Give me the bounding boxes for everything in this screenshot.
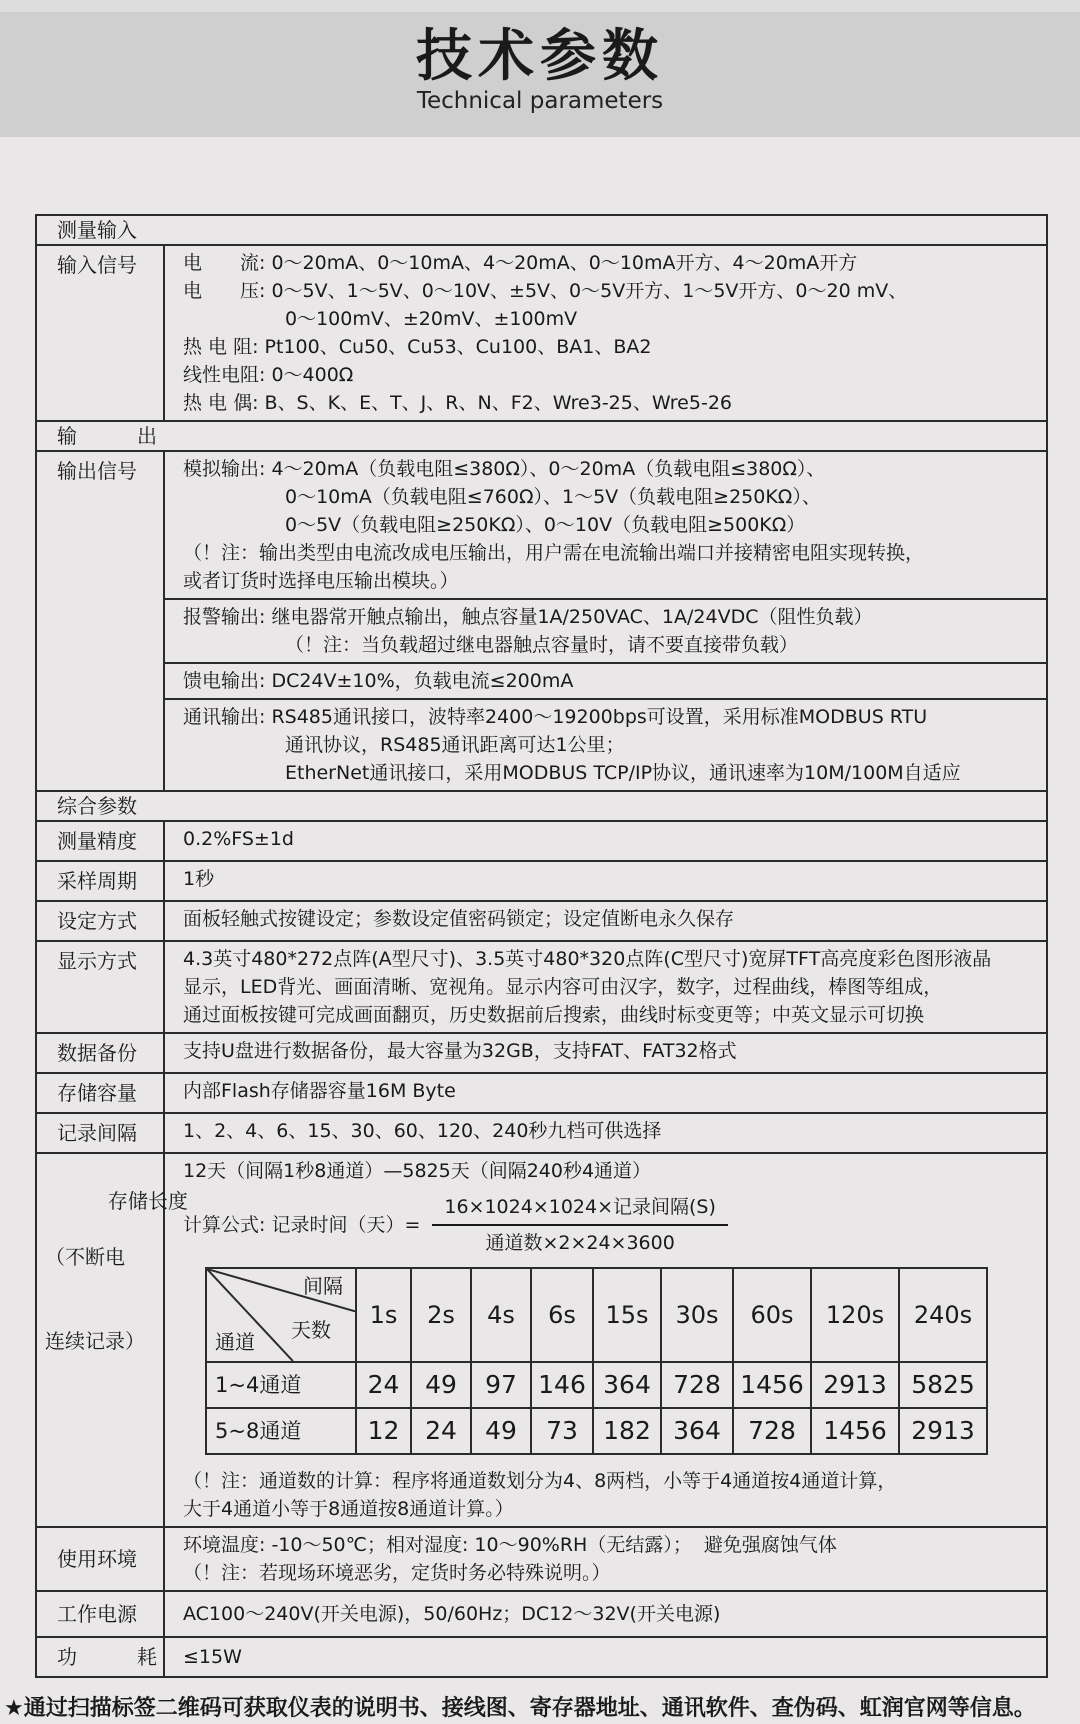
capacity-value-line: 内部Flash存储器容量16M Byte [183, 1080, 456, 1102]
output-signal-label: 输出信号 [37, 452, 165, 790]
interval-header: 2s [411, 1268, 471, 1362]
comm-output-line1: 通讯输出: RS485通讯接口，波特率2400～19200bps可设置，采用标准MODBUS RTU [183, 706, 928, 728]
alarm-output-line1: 报警输出: 继电器常开触点输出，触点容量1A/250VAC、1A/24VDC（阻性负载） [183, 606, 873, 628]
row-setting [37, 900, 1046, 940]
analog-output-line1: 模拟输出: 4～20mA（负载电阻≤380Ω）、0～20mA（负载电阻≤380Ω）、 [183, 458, 826, 480]
section-output: 输 出 [37, 420, 1046, 450]
days-value: 2913 [899, 1408, 987, 1454]
row-accuracy [37, 820, 1046, 860]
analog-output-note2: 或者订货时选择电压输出模块。） [183, 570, 459, 592]
storage-table-row-5-8 [206, 1408, 987, 1454]
top-strip [0, 0, 1080, 12]
feed-output-line: 馈电输出: DC24V±10%，负载电流≤200mA [183, 670, 574, 692]
comm-output-line3: EtherNet通讯接口，采用MODBUS TCP/IP协议，通讯速率为10M/100M自适应 [285, 762, 961, 784]
storage-note-line1: （！注：通道数的计算：程序将通道数划分为4、8两档，小等于4通道按4通道计算， [183, 1470, 897, 1492]
storage-label-line2: （不断电 [45, 1245, 125, 1269]
interval-label: 记录间隔 [37, 1114, 165, 1152]
input-voltage-line2: 0～100mV、±20mV、±100mV [285, 308, 578, 330]
sampling-value-line: 1秒 [183, 868, 215, 890]
storage-content [165, 1154, 1046, 1526]
environment-content [165, 1528, 1046, 1590]
row-input-signal [37, 244, 1046, 420]
alarm-output-note: （！注：当负载超过继电器触点容量时，请不要直接带负载） [285, 634, 799, 656]
storage-label-line1: 存储长度 [107, 1189, 188, 1213]
input-rtd-line: 热 电 阻: Pt100、Cu50、Cu53、Cu100、BA1、BA2 [183, 336, 652, 358]
analog-output-note1: （！注：输出类型由电流改成电压输出，用户需在电流输出端口并接精密电阻实现转换， [183, 542, 925, 564]
input-thermocouple-line: 热 电 偶: B、S、K、E、T、J、R、N、F2、Wre3-25、Wre5-26 [183, 392, 732, 414]
row-power [37, 1590, 1046, 1636]
storage-table-row-1-4 [206, 1362, 987, 1408]
accuracy-value-line: 0.2%FS±1d [183, 828, 294, 850]
backup-value [165, 1034, 1046, 1072]
power-value [165, 1592, 1046, 1636]
display-line1: 4.3英寸480*272点阵(A型尺寸)、3.5英寸480*320点阵(C型尺寸)宽屏TFT高亮度彩色图形液晶 [183, 948, 992, 970]
environment-line1: 环境温度: -10～50℃；相对湿度: 10～90%RH（无结露）； 避免强腐蚀气体 [183, 1534, 837, 1556]
days-value: 24 [411, 1408, 471, 1454]
output-signal-content [165, 452, 1046, 790]
section-measure-input: 测量输入 [57, 218, 137, 242]
formula-denominator: 通道数×2×24×3600 [485, 1232, 675, 1254]
storage-label-line3: 连续记录） [45, 1329, 145, 1353]
display-content [165, 942, 1046, 1032]
input-linear-resistance-line: 线性电阻: 0～400Ω [183, 364, 354, 386]
interval-header: 240s [899, 1268, 987, 1362]
sampling-value [165, 862, 1046, 900]
days-value: 1456 [733, 1362, 811, 1408]
environment-note: （！注：若现场环境恶劣，定货时务必特殊说明。） [183, 1562, 611, 1584]
days-value: 73 [531, 1408, 593, 1454]
days-value: 12 [356, 1408, 411, 1454]
days-value: 146 [531, 1362, 593, 1408]
days-value: 182 [593, 1408, 661, 1454]
days-value: 5825 [899, 1362, 987, 1408]
channel-label: 1~4通道 [206, 1362, 356, 1408]
comm-output-line2: 通讯协议，RS485通讯距离可达1公里； [285, 734, 625, 756]
days-value: 728 [733, 1408, 811, 1454]
storage-formula [183, 1193, 1040, 1257]
comm-output-subrow [165, 698, 1046, 790]
consumption-value-line: ≤15W [183, 1646, 242, 1668]
row-sampling [37, 860, 1046, 900]
environment-label: 使用环境 [37, 1528, 165, 1590]
corner-label-days: 天数 [291, 1318, 331, 1342]
interval-header: 4s [471, 1268, 531, 1362]
row-environment [37, 1526, 1046, 1590]
row-backup [37, 1032, 1046, 1072]
feed-output-subrow [165, 662, 1046, 698]
corner-label-channel: 通道 [215, 1330, 255, 1354]
section-general: 综合参数 [37, 790, 1046, 820]
row-storage [37, 1152, 1046, 1526]
interval-header: 6s [531, 1268, 593, 1362]
days-value: 364 [661, 1408, 733, 1454]
storage-days-table [205, 1267, 988, 1455]
accuracy-value [165, 822, 1046, 860]
days-value: 49 [411, 1362, 471, 1408]
backup-label: 数据备份 [37, 1034, 165, 1072]
capacity-label: 存储容量 [37, 1074, 165, 1112]
storage-table-header-row [206, 1268, 987, 1362]
row-display [37, 940, 1046, 1032]
sampling-label: 采样周期 [37, 862, 165, 900]
interval-header: 30s [661, 1268, 733, 1362]
storage-intro-line: 12天（间隔1秒8通道）—5825天（间隔240秒4通道） [183, 1160, 652, 1182]
days-value: 364 [593, 1362, 661, 1408]
interval-header: 120s [811, 1268, 899, 1362]
setting-value [165, 902, 1046, 940]
formula-numerator: 16×1024×1024×记录间隔(S) [432, 1193, 728, 1226]
storage-table-corner-cell [206, 1268, 356, 1362]
days-value: 2913 [811, 1362, 899, 1408]
alarm-output-subrow [165, 598, 1046, 662]
display-line2: 显示，LED背光、画面清晰、宽视角。显示内容可由汉字，数字，过程曲线，棒图等组成， [183, 976, 943, 998]
input-voltage-line: 电 压: 0～5V、1～5V、0～10V、±5V、0～5V开方、1～5V开方、0～20 mV、 [183, 280, 908, 302]
capacity-value [165, 1074, 1046, 1112]
days-value: 49 [471, 1408, 531, 1454]
page-title: 技术参数 [416, 24, 664, 89]
backup-value-line: 支持U盘进行数据备份，最大容量为32GB，支持FAT、FAT32格式 [183, 1040, 737, 1062]
display-line3: 通过面板按键可完成画面翻页，历史数据前后搜索，曲线时标变更等；中英文显示可切换 [183, 1004, 925, 1026]
accuracy-label: 测量精度 [37, 822, 165, 860]
days-value: 24 [356, 1362, 411, 1408]
corner-label-interval: 间隔 [303, 1274, 343, 1298]
consumption-value [165, 1638, 1046, 1676]
title-band [0, 12, 1080, 137]
input-signal-label: 输入信号 [37, 246, 165, 420]
row-capacity [37, 1072, 1046, 1112]
analog-output-line2: 0～10mA（负载电阻≤760Ω）、1～5V（负载电阻≥250KΩ）、 [285, 486, 821, 508]
footer-note: ★通过扫描标签二维码可获取仪表的说明书、接线图、寄存器地址、通讯软件、查伪码、虹润官网等信息。 [4, 1696, 1036, 1721]
power-label: 工作电源 [37, 1592, 165, 1636]
setting-label: 设定方式 [37, 902, 165, 940]
interval-header: 60s [733, 1268, 811, 1362]
days-value: 1456 [811, 1408, 899, 1454]
power-value-line: AC100～240V(开关电源)，50/60Hz；DC12～32V(开关电源) [183, 1603, 721, 1625]
storage-label [37, 1154, 188, 1526]
consumption-label: 功 耗 [37, 1638, 165, 1676]
analog-output-line3: 0～5V（负载电阻≥250KΩ）、0～10V（负载电阻≥500KΩ） [285, 514, 806, 536]
storage-note-line2: 大于4通道小等于8通道按8通道计算。） [183, 1498, 514, 1520]
interval-value-line: 1、2、4、6、15、30、60、120、240秒九档可供选择 [183, 1120, 662, 1142]
row-interval [37, 1112, 1046, 1152]
analog-output-subrow [165, 452, 1046, 598]
spec-table [35, 214, 1048, 1678]
row-consumption [37, 1636, 1046, 1676]
input-signal-content [165, 246, 1046, 420]
interval-header: 1s [356, 1268, 411, 1362]
days-value: 97 [471, 1362, 531, 1408]
input-current-line: 电 流: 0～20mA、0～10mA、4～20mA、0～10mA开方、4～20mA开方 [183, 252, 858, 274]
days-value: 728 [661, 1362, 733, 1408]
channel-label: 5~8通道 [206, 1408, 356, 1454]
interval-value [165, 1114, 1046, 1152]
formula-fraction [432, 1193, 728, 1257]
interval-header: 15s [593, 1268, 661, 1362]
formula-prefix: 计算公式: 记录时间（天）= [183, 1214, 421, 1236]
page-subtitle: Technical parameters [416, 88, 664, 114]
setting-value-line: 面板轻触式按键设定；参数设定值密码锁定；设定值断电永久保存 [183, 908, 735, 930]
display-label: 显示方式 [37, 942, 165, 1032]
row-output-signal [37, 450, 1046, 790]
